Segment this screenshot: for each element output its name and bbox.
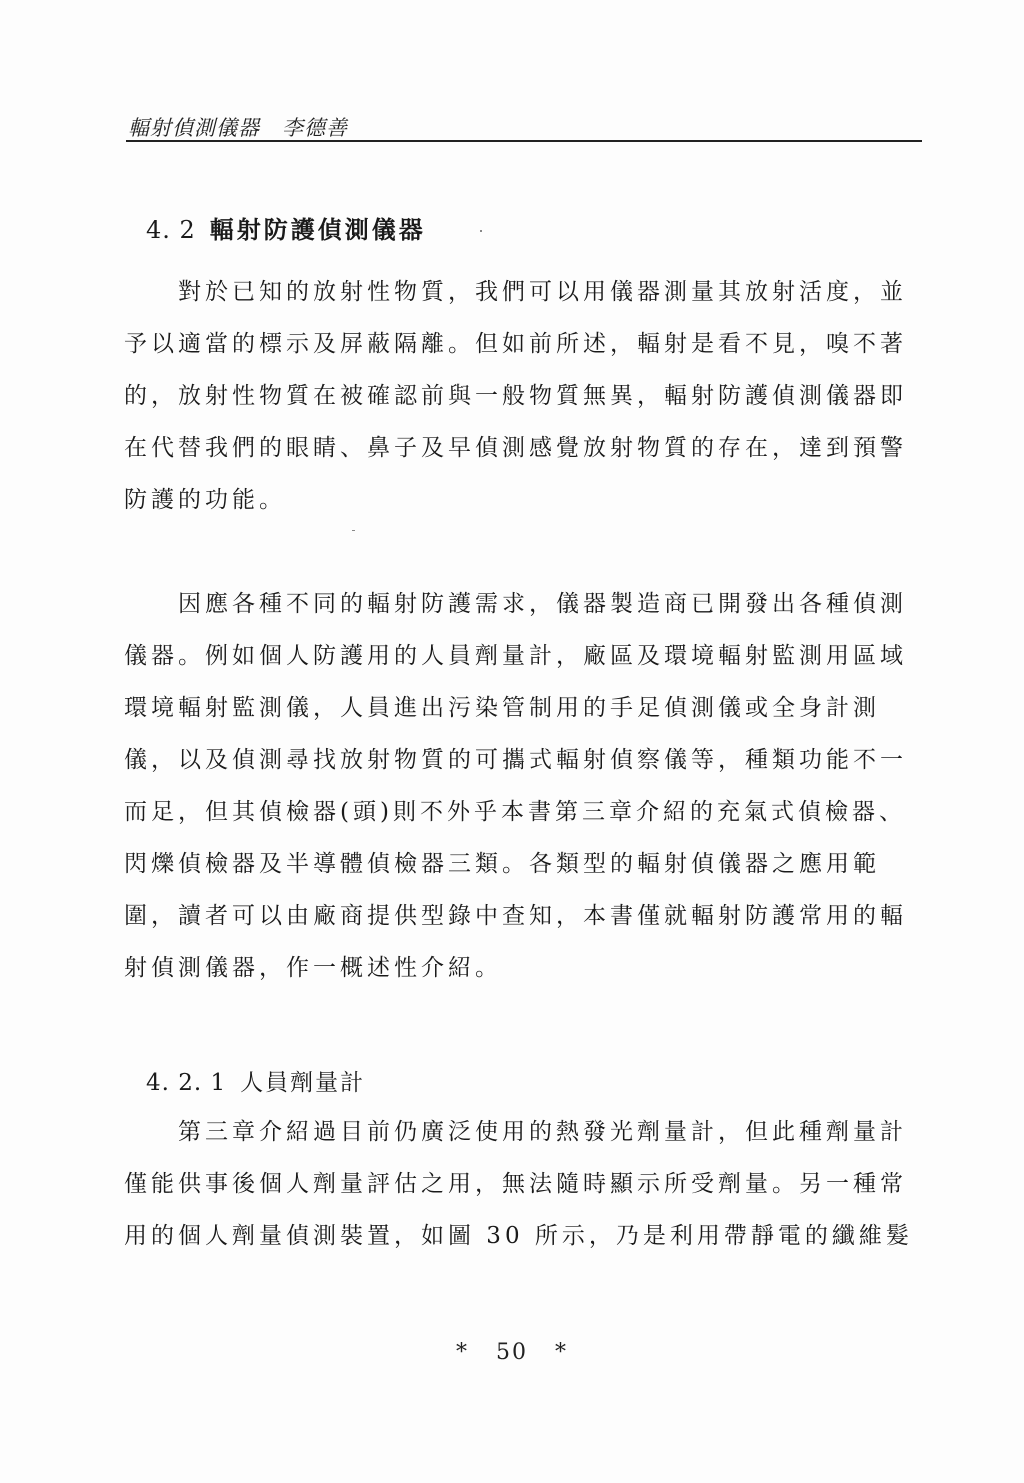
section-heading — [146, 210, 426, 245]
paragraph — [124, 1106, 924, 1262]
text-line: 在代替我們的眼睛、鼻子及早偵測感覺放射物質的存在，達到預警 — [124, 435, 907, 461]
subsection-number: 4. 2. 1 — [146, 1070, 227, 1096]
paragraph — [124, 266, 924, 526]
subsection-title: 人員劑量計 — [240, 1070, 366, 1096]
text-line: 的，放射性物質在被確認前與一般物質無異，輻射防護偵測儀器即 — [124, 383, 907, 409]
text-line: 用的個人劑量偵測裝置，如圖 30 所示，乃是利用帶靜電的纖維髮 — [124, 1223, 913, 1249]
subsection-heading — [146, 1064, 365, 1097]
running-header: 輻射偵測儀器 李德善 — [128, 116, 348, 140]
text-line: 防護的功能。 — [124, 487, 286, 513]
text-line: 儀，以及偵測尋找放射物質的可攜式輻射偵察儀等，種類功能不一 — [124, 747, 907, 773]
section-title: 輻射防護偵測儀器 — [209, 216, 426, 244]
paragraph — [124, 578, 924, 994]
text-line: 因應各種不同的輻射防護需求，儀器製造商已開發出各種偵測 — [124, 591, 907, 617]
scan-speck — [352, 530, 355, 531]
section-number: 4. 2 — [146, 216, 196, 244]
text-line: 予以適當的標示及屏蔽隔離。但如前所述，輻射是看不見，嗅不著 — [124, 331, 907, 357]
text-line: 對於已知的放射性物質，我們可以用儀器測量其放射活度，並 — [124, 279, 907, 305]
text-line: 儀器。例如個人防護用的人員劑量計，廠區及環境輻射監測用區域 — [124, 643, 907, 669]
text-line: 射偵測儀器，作一概述性介紹。 — [124, 955, 502, 981]
scan-speck — [480, 230, 482, 232]
text-line: 環境輻射監測儀，人員進出污染管制用的手足偵測儀或全身計測 — [124, 695, 880, 721]
text-line: 僅能供事後個人劑量評估之用，無法隨時顯示所受劑量。另一種常 — [124, 1171, 907, 1197]
header-rule — [126, 140, 922, 142]
text-line: 圍，讀者可以由廠商提供型錄中查知，本書僅就輻射防護常用的輻 — [124, 903, 907, 929]
page-number: * 50 * — [456, 1340, 568, 1365]
text-line: 閃爍偵檢器及半導體偵檢器三類。各類型的輻射偵儀器之應用範 — [124, 851, 880, 877]
text-line: 第三章介紹過目前仍廣泛使用的熱發光劑量計，但此種劑量計 — [124, 1119, 907, 1145]
text-line: 而足，但其偵檢器(頭)則不外乎本書第三章介紹的充氣式偵檢器、 — [124, 799, 906, 825]
